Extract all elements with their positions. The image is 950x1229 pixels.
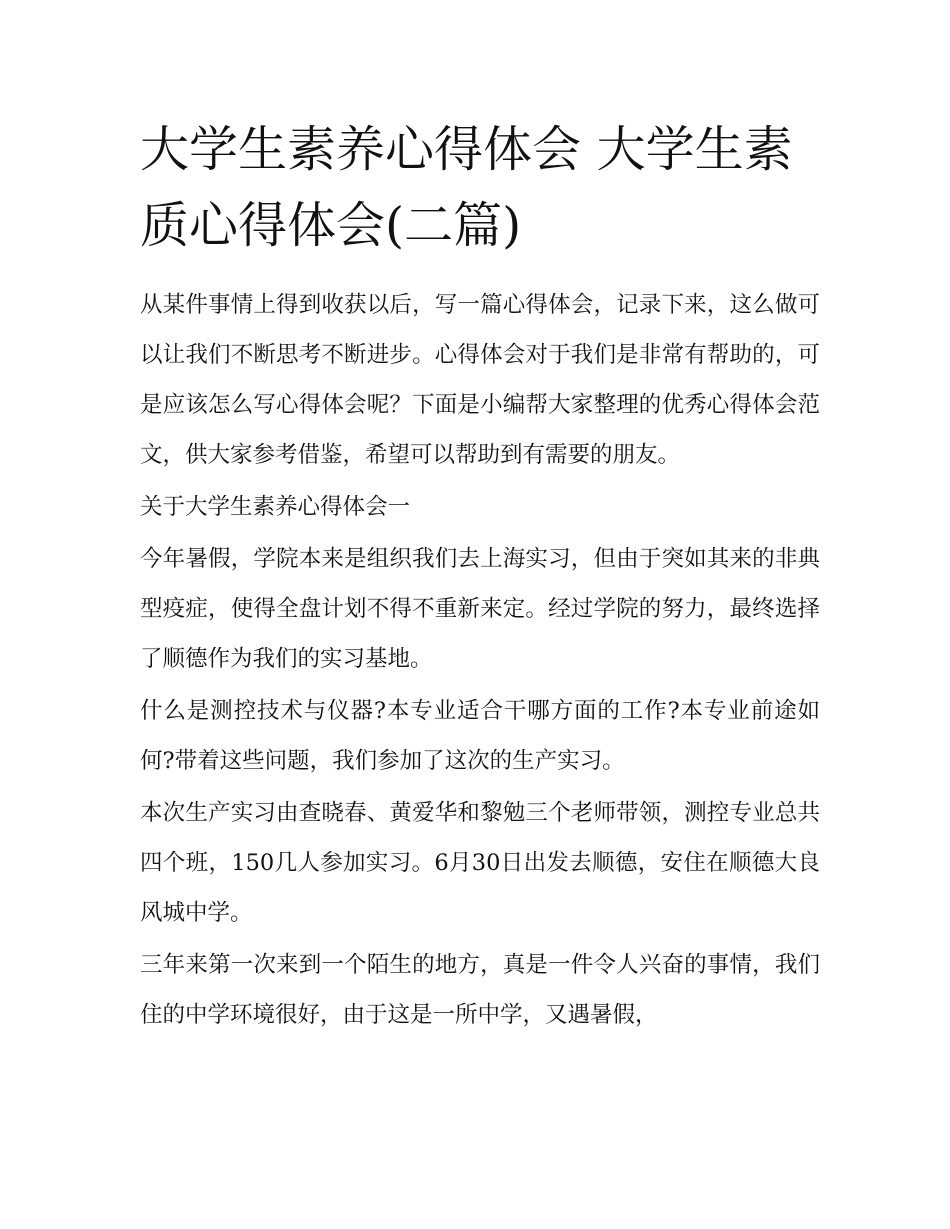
body-paragraph: 什么是测控技术与仪器?本专业适合干哪方面的工作?本专业前途如何?带着这些问题，我们参加了这次的生产实习。 <box>140 698 820 774</box>
body-paragraph: 今年暑假，学院本来是组织我们去上海实习，但由于突如其来的非典型疫症，使得全盘计划不得不重新来定。经过学院的努力，最终选择了顺德作为我们的实习基地。 <box>140 546 820 672</box>
section-heading: 关于大学生素养心得体会一 <box>140 494 411 520</box>
body-paragraph: 本次生产实习由查晓春、黄爱华和黎勉三个老师带领，测控专业总共四个班，150几人参加实习。6月30日出发去顺德，安住在顺德大良风城中学。 <box>140 800 820 926</box>
document-title: 大学生素养心得体会 大学生素质心得体会(二篇) <box>140 121 793 254</box>
document-body <box>140 280 820 1042</box>
intro-paragraph: 从某件事情上得到收获以后，写一篇心得体会，记录下来，这么做可以让我们不断思考不断进步。心得体会对于我们是非常有帮助的，可是应该怎么写心得体会呢？下面是小编帮大家整理的优秀心得体会范文，供大家参考借鉴，希望可以帮助到有需要的朋友。 <box>140 292 820 468</box>
body-paragraph: 三年来第一次来到一个陌生的地方，真是一件令人兴奋的事情，我们住的中学环境很好，由于这是一所中学，又遇暑假， <box>140 952 820 1028</box>
